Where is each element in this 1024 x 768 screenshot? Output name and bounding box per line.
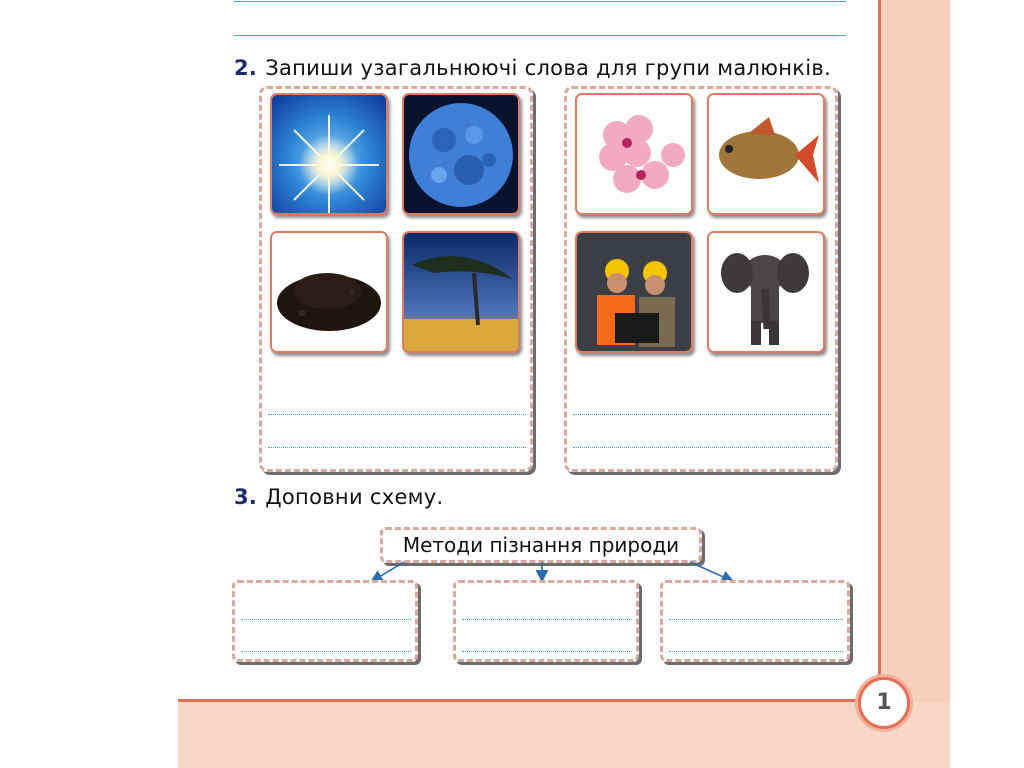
moon-picture: [402, 93, 520, 215]
elephant-picture: [707, 231, 825, 353]
answer-line[interactable]: [573, 447, 831, 448]
scheme-answer-box-2[interactable]: [453, 580, 639, 662]
wind-picture: [402, 231, 520, 353]
page-bottom-line: [178, 699, 878, 702]
arrow-left: [374, 562, 404, 580]
blossom-picture: [575, 93, 693, 215]
answer-line[interactable]: [462, 619, 632, 620]
page-side-strip: [880, 0, 950, 768]
answer-line[interactable]: [241, 651, 411, 652]
task-3-heading: [234, 485, 444, 509]
task-text: Доповни схему.: [265, 485, 444, 509]
answer-line[interactable]: [234, 35, 846, 36]
answer-line[interactable]: [462, 651, 632, 652]
sun-picture: [270, 93, 388, 215]
task-2-heading: [234, 56, 831, 80]
task-number: 2.: [234, 56, 258, 80]
picture-group-panel-2: [564, 86, 838, 472]
page-bottom-band: [178, 702, 950, 768]
picture-group-panel-1: [259, 86, 533, 472]
page-number: 1: [858, 677, 910, 729]
arrow-right: [690, 562, 730, 580]
scheme-root-label: Методи пізнання природи: [402, 533, 680, 557]
scheme-answer-box-1[interactable]: [232, 580, 418, 662]
answer-line[interactable]: [268, 447, 526, 448]
workers-picture: [575, 231, 693, 353]
task-text: Запиши узагальнюючі слова для групи малюнків.: [265, 56, 832, 80]
answer-line[interactable]: [669, 651, 843, 652]
fish-picture: [707, 93, 825, 215]
answer-line[interactable]: [669, 619, 843, 620]
answer-line[interactable]: [234, 1, 846, 2]
scheme-answer-box-3[interactable]: [660, 580, 850, 662]
task-number: 3.: [234, 485, 258, 509]
page-margin-line: [878, 0, 881, 702]
soil-picture: [270, 231, 388, 353]
answer-line[interactable]: [268, 414, 526, 415]
answer-line[interactable]: [241, 619, 411, 620]
answer-line[interactable]: [573, 414, 831, 415]
